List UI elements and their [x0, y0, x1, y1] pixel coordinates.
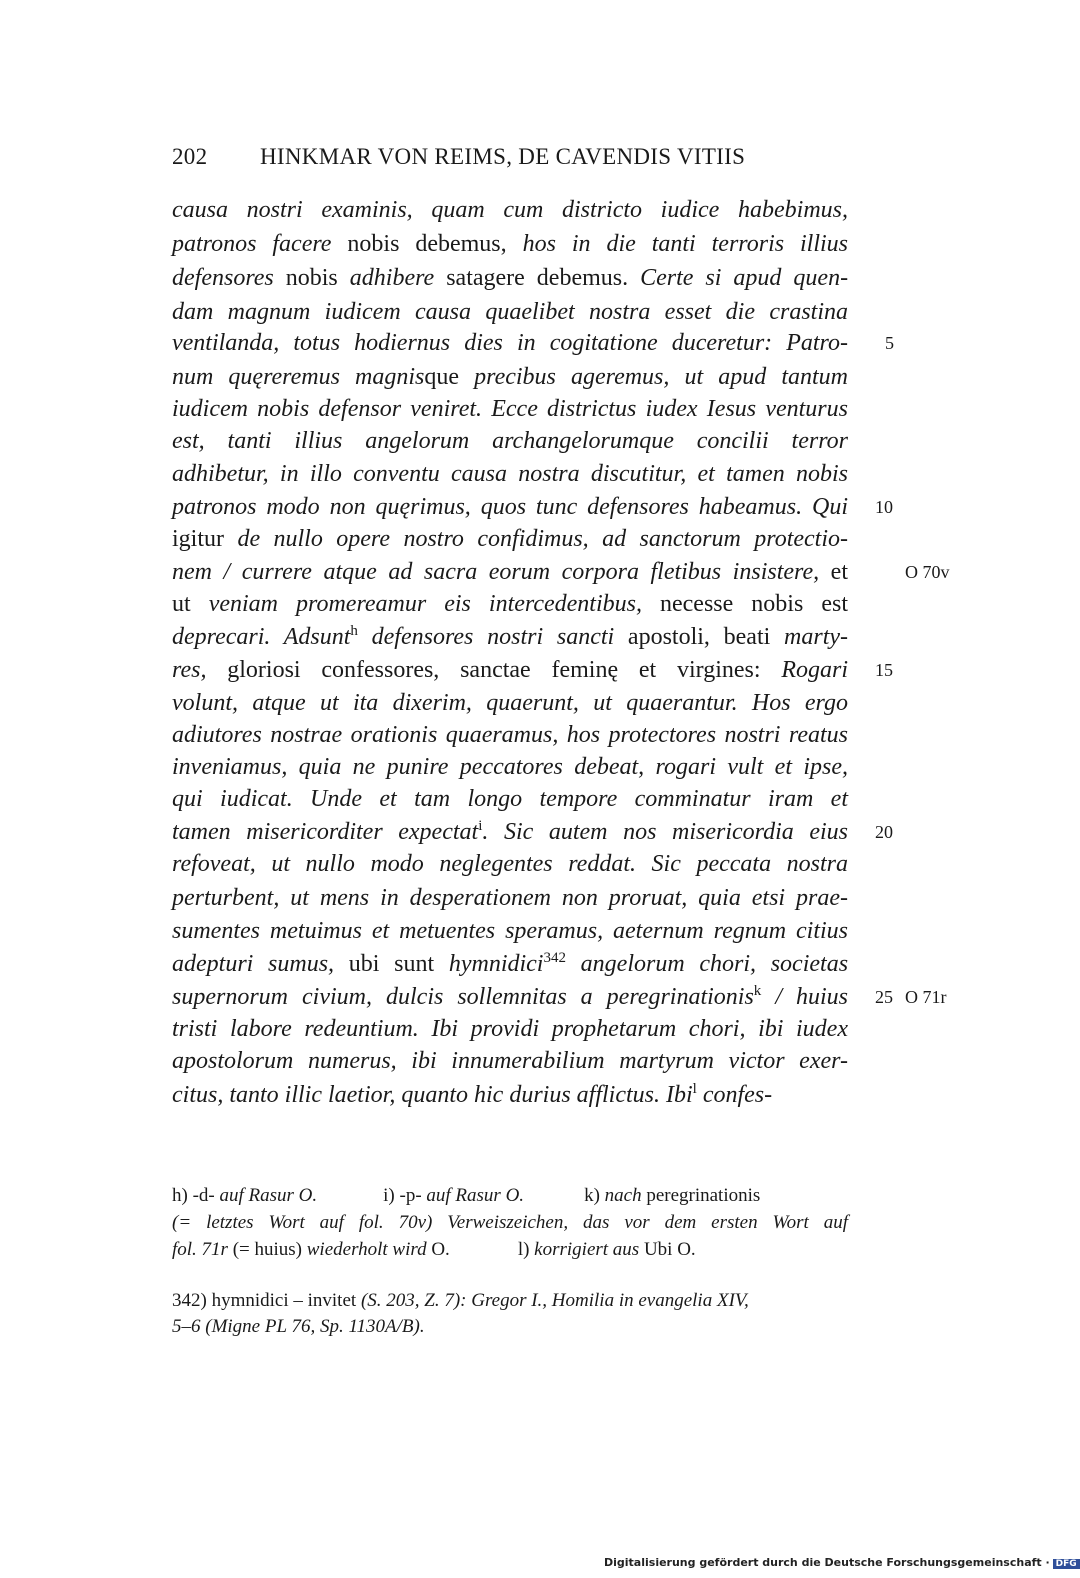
text-line: citus, tanto illic laetior, quanto hic durius afflictus. Ibi$^l$ confes- — [172, 1081, 773, 1108]
text-line: num quęreremus magnisque precibus ageremus, ut apud tantum — [172, 364, 848, 390]
digitization-credit — [604, 1556, 1080, 1569]
text-line: qui iudicat. Unde et tam longo tempore comminatur iram et — [172, 786, 848, 812]
text-line: perturbent, ut mens in desperationem non proruat, quia etsi prae- — [172, 885, 848, 911]
footnote-ref: h — [350, 623, 358, 639]
text-line: supernorum civium, dulcis sollemnitas a peregrinationis$^k$ / huius — [172, 983, 848, 1010]
text-line: volunt, atque ut ita dixerim, quaerunt, ut quaerantur. Hos ergo — [172, 690, 848, 716]
text-line: tamen misericorditer expectat$^i$. Sic autem nos misericordia eius — [172, 818, 848, 845]
text-line: iudicem nobis defensor veniret. Ecce districtus iudex Iesus venturus — [172, 396, 848, 422]
text-line: sumentes metuimus et metuentes speramus, aeternum regnum citius — [172, 918, 848, 944]
text-line: dam magnum iudicem causa quaelibet nostra esset die crastina — [172, 299, 848, 325]
text-line: adhibetur, in illo conventu causa nostra discutitur, et tamen nobis — [172, 461, 848, 487]
text-line: est, tanti illius angelorum archangelorumque concilii terror — [172, 428, 848, 454]
apparatus-line: fol. 71r (= huius) wiederholt wird O. l) korrigiert aus Ubi O. — [172, 1239, 696, 1260]
line-number: 10 — [875, 497, 893, 517]
text-line: res, gloriosi confessores, sanctae feminę et virgines: Rogari — [172, 657, 849, 683]
text-line: refoveat, ut nullo modo neglegentes reddat. Sic peccata nostra — [172, 851, 848, 877]
apparatus-line: h) -d- auf Rasur O. i) -p- auf Rasur O. k) nach peregrinationis — [172, 1185, 761, 1206]
dfg-logo: DFG — [1053, 1559, 1080, 1569]
folio-marker: O 71r — [905, 987, 947, 1007]
commentary-line: 342) hymnidici – invitet (S. 203, Z. 7): Gregor I., Homilia in evangelia XIV, — [172, 1290, 749, 1311]
text-line: tristi labore redeuntium. Ibi providi prophetarum chori, ibi iudex — [172, 1016, 848, 1042]
text-line: ventilanda, totus hodiernus dies in cogitatione duceretur: Patro- — [172, 330, 848, 356]
running-header — [172, 144, 745, 170]
commentary-ref: 342 — [543, 950, 566, 966]
footnote-ref: i — [478, 818, 483, 834]
text-line: igitur de nullo opere nostro confidimus, ad sanctorum protectio- — [172, 526, 849, 552]
page-number: 202 — [172, 144, 208, 169]
text-line: causa nostri examinis, quam cum districto iudice habebimus, — [172, 197, 848, 223]
commentary-line: 5–6 (Migne PL 76, Sp. 1130A/B). — [172, 1316, 425, 1337]
text-line: inveniamus, quia ne punire peccatores debeat, rogari vult et ipse, — [172, 754, 848, 780]
folio-marker: O 70v — [905, 562, 950, 582]
line-number: 25 — [875, 987, 893, 1007]
footnote-ref: k — [753, 983, 762, 999]
running-title: HINKMAR VON REIMS, DE CAVENDIS VITIIS — [260, 144, 746, 169]
line-number: 20 — [875, 822, 893, 842]
text-line: patronos modo non quęrimus, quos tunc defensores habeamus. Qui — [172, 494, 848, 520]
footnote-ref: l — [692, 1081, 697, 1097]
apparatus-line: (= letztes Wort auf fol. 70v) Verweiszeichen, das vor dem ersten Wort auf — [172, 1212, 848, 1233]
line-number: 15 — [875, 660, 893, 680]
line-number: 5 — [885, 333, 894, 353]
text-line: ut veniam promereamur eis intercedentibus, necesse nobis est — [172, 591, 848, 617]
text-line: apostolorum numerus, ibi innumerabilium martyrum victor exer- — [172, 1048, 848, 1074]
credit-text: Digitalisierung gefördert durch die Deutsche Forschungsgemeinschaft · — [604, 1556, 1050, 1569]
text-line: adiutores nostrae orationis quaeramus, hos protectores nostri reatus — [172, 722, 848, 748]
text-line: patronos facere nobis debemus, hos in die tanti terroris illius — [172, 231, 849, 257]
text-line: nem / currere atque ad sacra eorum corpora fletibus insistere, et — [172, 559, 848, 585]
text-line: adepturi sumus, ubi sunt hymnidici$^{342}$ angelorum chori, societas — [172, 950, 849, 977]
text-line: defensores nobis adhibere satagere debemus. Certe si apud quen- — [172, 265, 849, 291]
text-line: deprecari. Adsunt$^h$ defensores nostri sancti apostoli, beati marty- — [172, 623, 849, 650]
